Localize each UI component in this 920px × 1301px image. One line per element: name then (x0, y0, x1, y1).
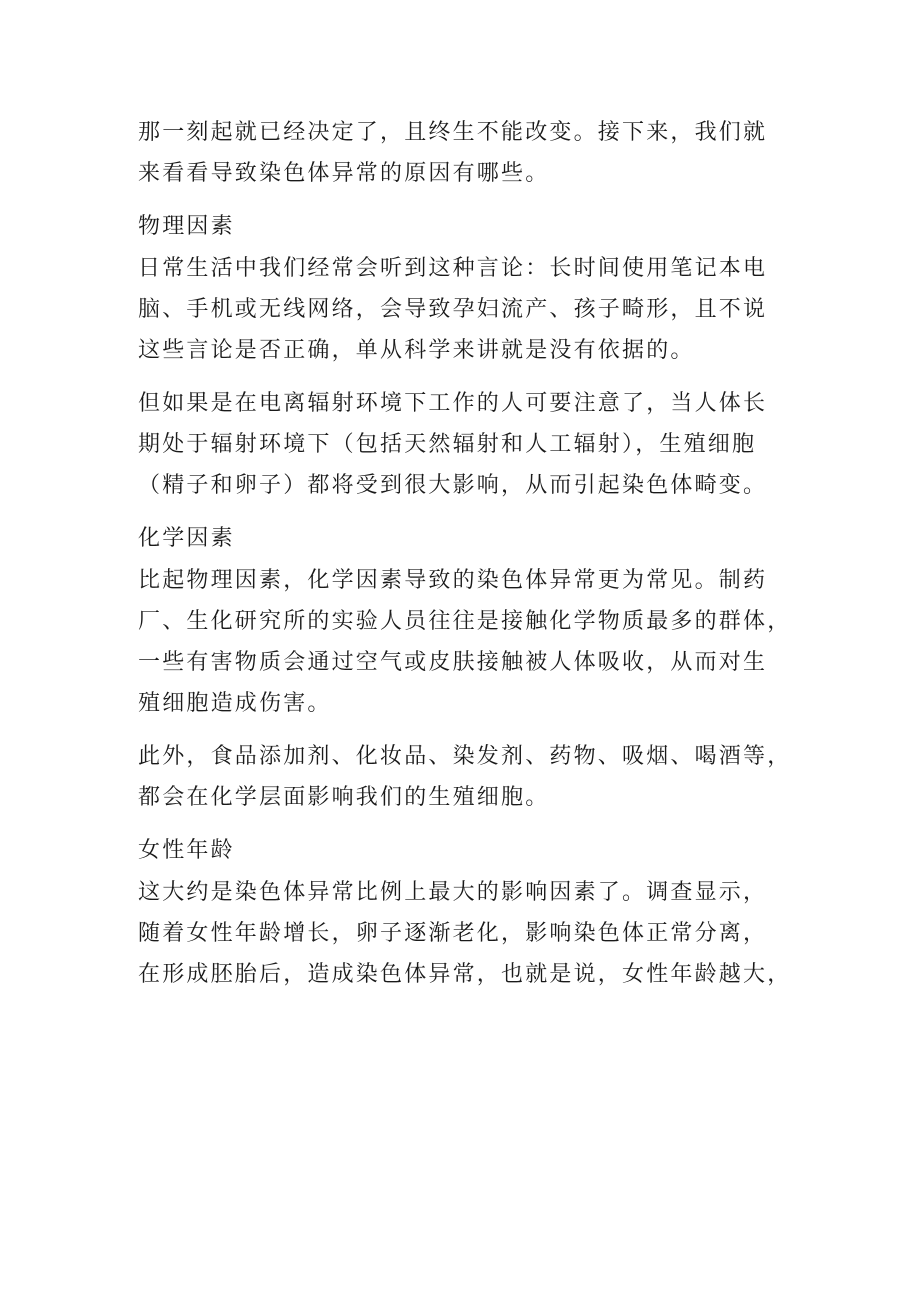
text-line: （精子和卵子）都将受到很大影响，从而引起染色体畸变。 (138, 473, 768, 498)
heading-text: 女性年龄 (138, 838, 235, 863)
section-heading-age (138, 830, 818, 872)
text-line: 随着女性年龄增长，卵子逐渐老化，影响染色体正常分离， (138, 921, 768, 946)
paragraph-physical-2 (138, 383, 818, 506)
text-line: 比起物理因素，化学因素导致的染色体异常更为常见。制药 (138, 568, 768, 593)
text-line: 来看看导致染色体异常的原因有哪些。 (138, 161, 550, 186)
document-page (138, 112, 818, 1007)
text-line: 脑、手机或无线网络，会导致孕妇流产、孩子畸形，且不说 (138, 297, 768, 322)
text-line: 那一刻起就已经决定了，且终生不能改变。接下来，我们就 (138, 120, 768, 145)
section-heading-chemical (138, 518, 818, 560)
text-line: 日常生活中我们经常会听到这种言论：长时间使用笔记本电 (138, 256, 768, 281)
paragraph-physical-1 (138, 248, 818, 371)
text-line: 殖细胞造成伤害。 (138, 691, 332, 716)
section-heading-physical (138, 206, 818, 248)
text-line: 一些有害物质会通过空气或皮肤接触被人体吸收，从而对生 (138, 650, 768, 675)
paragraph-chemical-1 (138, 560, 818, 724)
text-line: 厂、生化研究所的实验人员往往是接触化学物质最多的群体， (138, 609, 792, 634)
text-line: 都会在化学层面影响我们的生殖细胞。 (138, 785, 550, 810)
text-line: 这大约是染色体异常比例上最大的影响因素了。调查显示， (138, 880, 768, 905)
text-line: 但如果是在电离辐射环境下工作的人可要注意了，当人体长 (138, 391, 768, 416)
text-line: 这些言论是否正确，单从科学来讲就是没有依据的。 (138, 338, 695, 363)
text-line: 此外，食品添加剂、化妆品、染发剂、药物、吸烟、喝酒等， (138, 744, 792, 769)
heading-text: 物理因素 (138, 214, 235, 239)
heading-text: 化学因素 (138, 526, 235, 551)
text-line: 在形成胚胎后，造成染色体异常，也就是说，女性年龄越大， (138, 962, 792, 987)
paragraph-chemical-2 (138, 736, 818, 818)
text-line: 期处于辐射环境下（包括天然辐射和人工辐射），生殖细胞 (138, 432, 757, 457)
paragraph-age-1 (138, 872, 818, 995)
paragraph-intro (138, 112, 818, 194)
